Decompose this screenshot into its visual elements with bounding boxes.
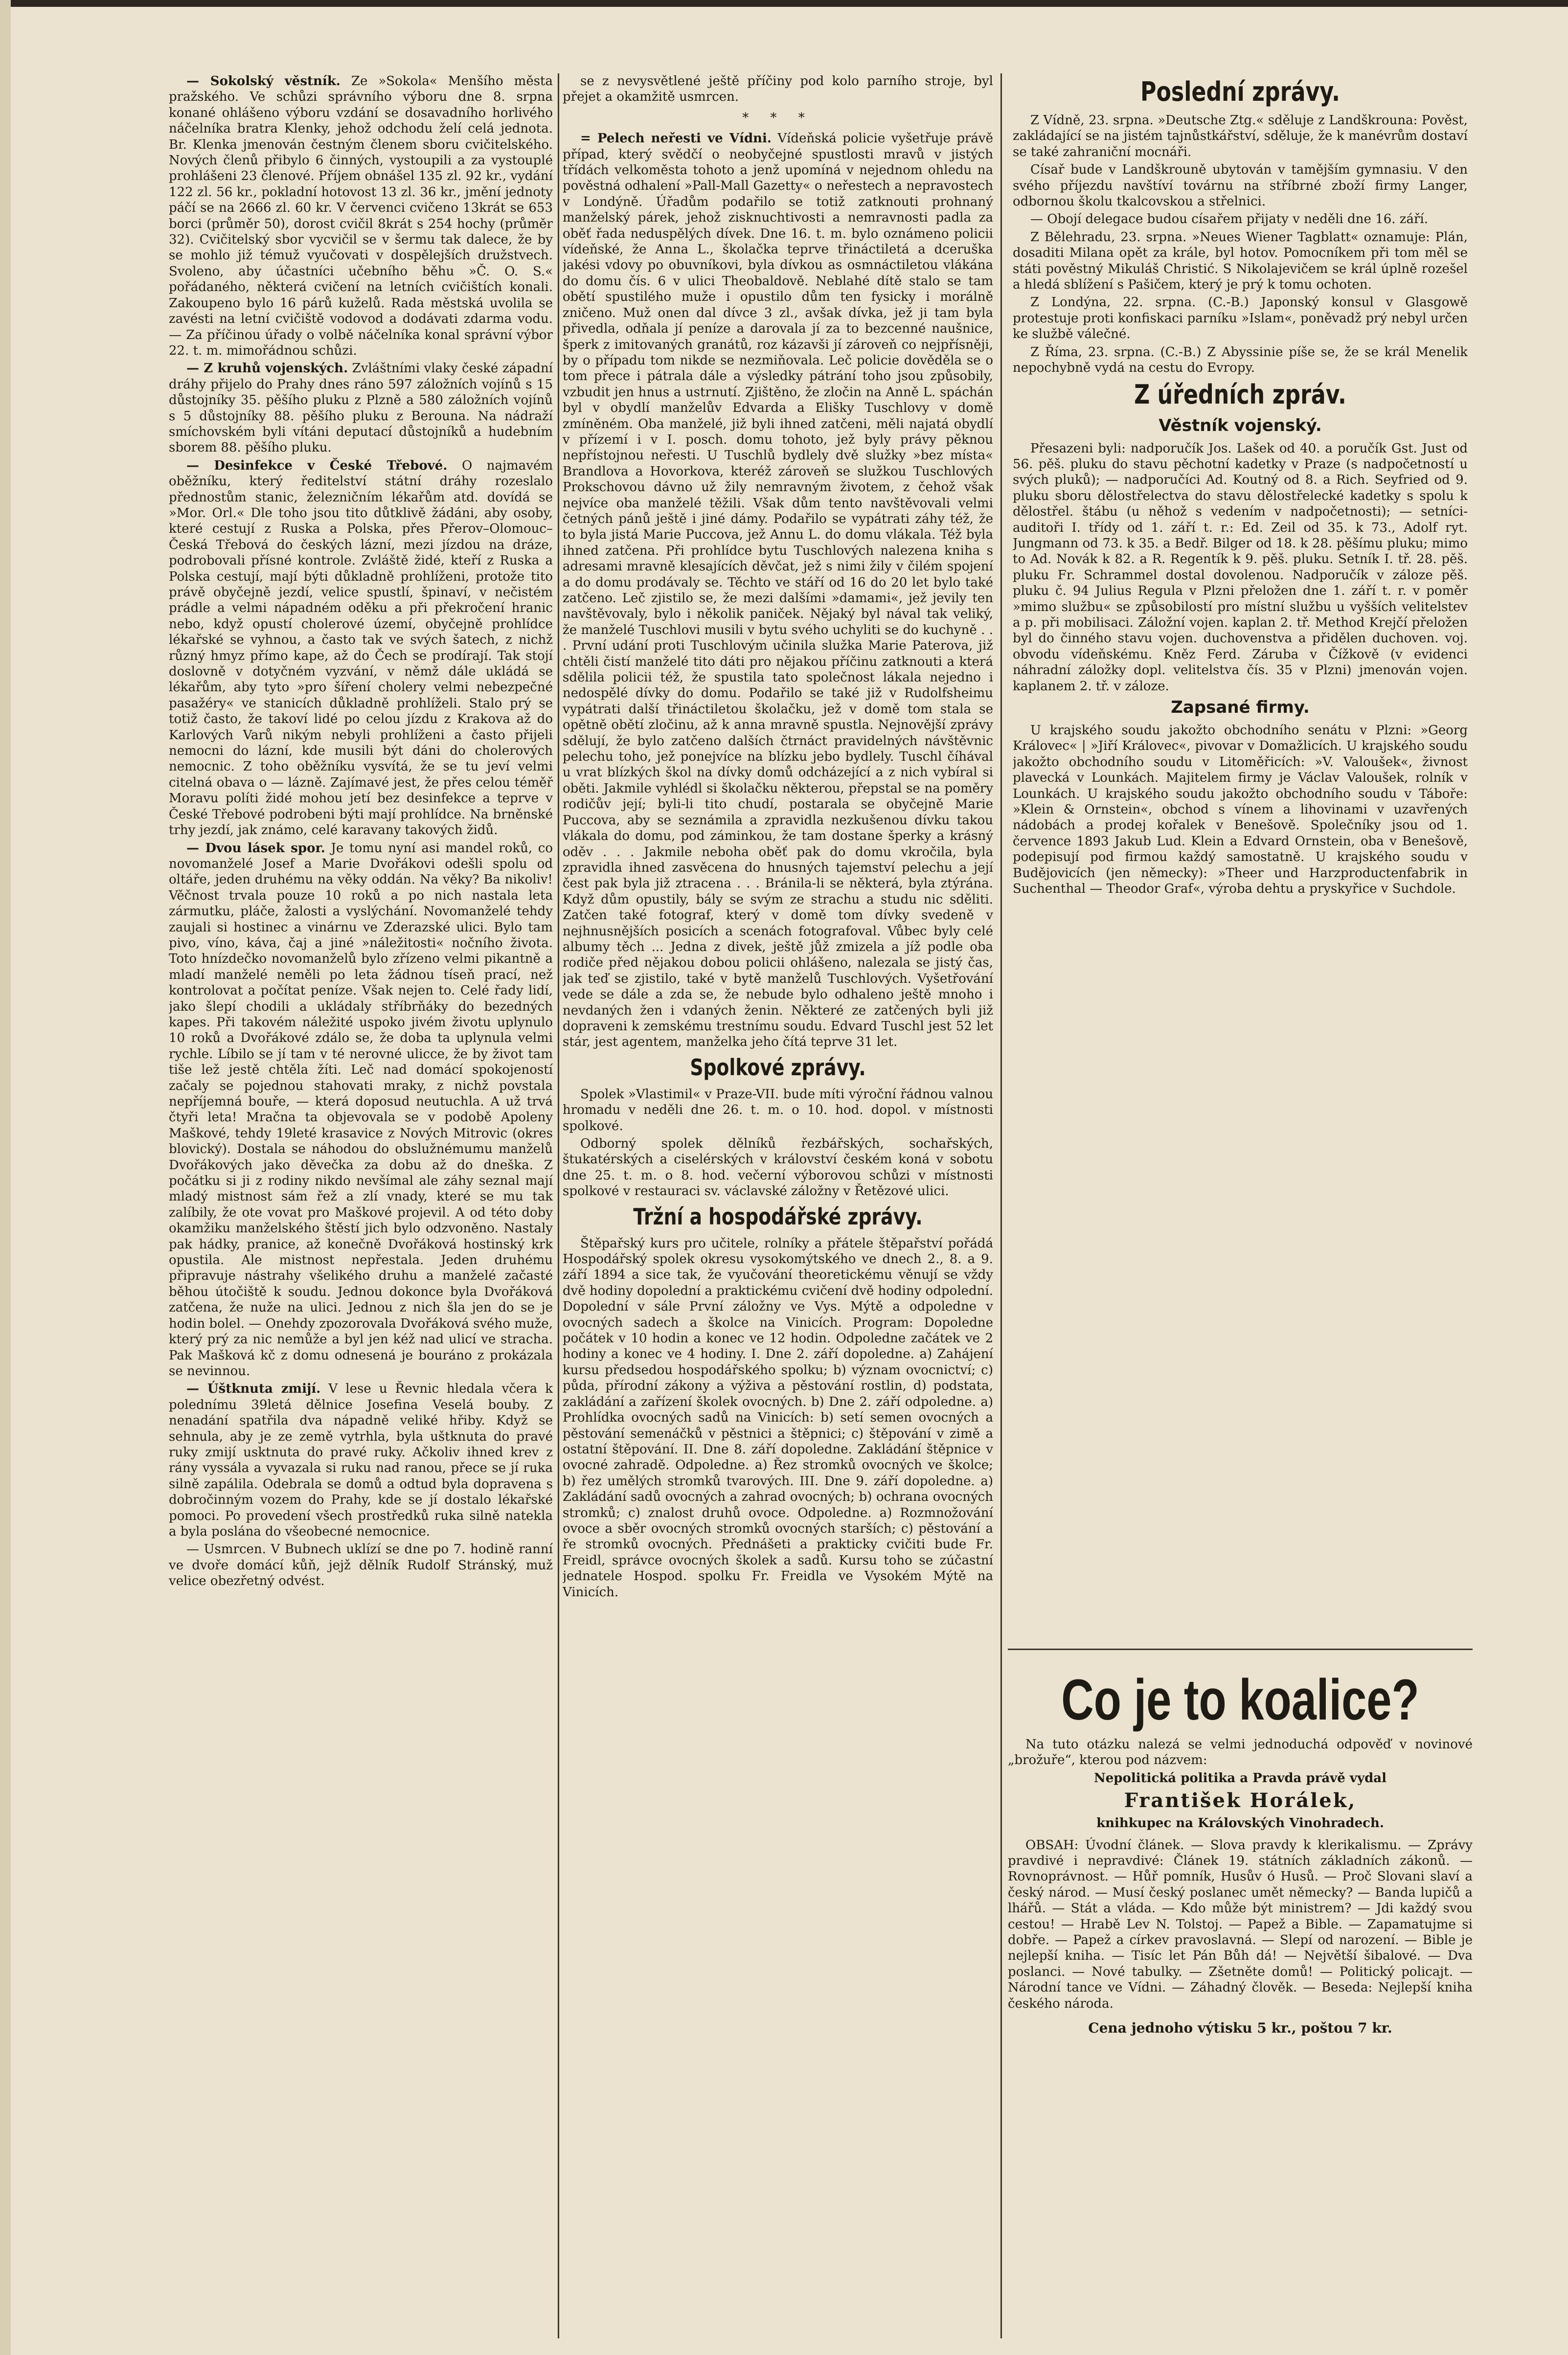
article-zmije-title: — Úštknuta zmijí. — [186, 1381, 321, 1397]
article-firmy: U krajského soudu jakožto obchodního senátu v Plzni: »Georg Královec« | »Jiří Královec«, pivovar v Domažlicích. U krajského soudu jakožto obchodního soudu v Litoměřicích: »V. Valoušek«, živnost plavecká v Lounkách. Majitelem firmy je Václav Valoušek, rolník v Lounkách. U krajského soudu jakožto obchodního soudu v Táboře: »Klein & Ornstein«, obchod s vínem a lihovinami v uzavřených nádobách a prodej kořalek v Benešově. Společníky jsou od 1. července 1893 Jakub Lud. Klein a Edvard Ornstein, oba v Benešově, podepisují pod firmou každý samostatně. U krajského soudu v Budějovicích (jen německy): »Theer und Harzproductenfabrik in Suchenthal — Theodor Graf«, výroba dehtu a pryskyřice v Suchdole. — [1013, 723, 1468, 897]
column-1 — [169, 73, 553, 2338]
article-vlastimil: Spolek »Vlastimil« v Praze-VII. bude míti výroční řádnou valnou hromadu v neděli dne 26. t. m. o 10. hod. dopol. v místnosti spolkové. — [563, 1087, 993, 1133]
news-vienna: Z Vídně, 23. srpna. »Deutsche Ztg.« sděluje z Landškrouna: Pověst, zakládající se na jistém tajnůstkářství, sděluje, že k manévrům dostaví se také zahraniční mocnáři. — [1013, 113, 1468, 159]
heading-vestnik-vojensky: Věstník vojenský. — [1159, 415, 1322, 435]
ad-publisher: František Horálek, — [1124, 1789, 1357, 1812]
column-3 — [1013, 73, 1468, 1629]
ad-publication: Nepolitická politika a Pravda právě vydal — [1093, 1770, 1386, 1786]
article-continued: se z nevysvětlené ještě příčiny pod kolo parního stroje, byl přejet a okamžitě usmrcen. — [563, 74, 993, 105]
article-vojaci-text: Zvláštními vlaky české západní dráhy přijelo do Prahy dnes ráno 597 záložních vojínů s 15 důstojníky 35. pěšího pluku z Plzně a 580 záložních vojínů s 5 důstojníky 88. pěšího pluku z Berouna. Na nádraží smíchovském byli vítáni deputací důstojníků a hudebním sborem 88. pěšího pluku. — [169, 361, 553, 455]
article-usmrcen: — Usmrcen. V Bubnech uklízí se dne po 7. hodině ranní ve dvoře domácí kůň, jejž dělník Rudolf Stránský, muž velice obezřetný odvést. — [169, 1542, 553, 1589]
ad-publisher-sub: knihkupec na Královských Vinohradech. — [1096, 1816, 1384, 1831]
news-delegations: — Obojí delegace budou císařem přijaty v neděli dne 16. září. — [1030, 212, 1428, 227]
heading-trzni-zpravy: Tržní a hospodářské zprávy. — [633, 1203, 923, 1230]
heading-posledni-zpravy: Poslední zprávy. — [1140, 76, 1340, 107]
section-stars: * * * — [742, 110, 814, 125]
article-pelech — [563, 131, 993, 1050]
article-sokol-text: Ze »Sokola« Menšího města pražského. Ve schůzi správního výboru dne 8. srpna konané ohlášeno výboru vzdání se dosavadního horlivého náčelníka bratra Klenky, jehož odchodu želí celá jednota. Br. Klenka jmenován čestným členem sboru cvičitelského. Nových členů přibylo 6 činných, vystoupili a za vystouplé prohlášeni 23 členové. Příjem obnášel 135 zl. 92 kr., vydání 122 zl. 56 kr., pokladní hotovost 13 zl. 36 kr., jmění jednoty páčí se na 2666 zl. 60 kr. V červenci cvičeno 13krát se 653 borci (průměr 50), dorost cvičil 8krát s 254 hochy (průměr 32). Cvičitelský sbor vycvičil se v šermu tak dalece, že by se mohlo již témuž vyučovati v dospělejších družstvech. Svoleno, aby účastníci učebního běhu »Č. O. S.« pořádaného, některá cvičení na letních cvičištích konali. Zakoupeno bylo 16 párů kuželů. Rada městská uvolila se zavésti na letní cvičiště vodovod a dodávati zdarma vodu. — Za příčinou úřady o volbě náčelníka konal správní výbor 22. t. m. mimořádnou schůzi. — [169, 74, 553, 358]
article-sokol-title: — Sokolský věstník. — [186, 74, 341, 89]
article-vestnik: Přesazeni byli: nadporučík Jos. Lašek od 40. a poručík Gst. Just od 56. pěš. pluku do stavu pěchotní kadetky v Praze (s nadpočetností u svých pluků); — nadporučíci Ad. Koutný od 8. a Rich. Seyfried od 9. pluku sboru dělostřelectva do stavu dělostřelecké kadetky s spolu k dělostřel. štábu (u něhož s vedením v nadpočetnosti); — setníci-auditoři I. třídy od 1. září t. r.: Ed. Zeil od 35. k 73., Adolf ryt. Jungmann od 73. k 35. a Bedř. Bilger od 18. k 28. pěšímu pluku; mimo to Ad. Novák k 82. a R. Regentík k 9. pěš. pluku. Setník I. tř. 28. pěš. pluku Fr. Schrammel dostal dovolenou. Nadporučík v záloze pěš. pluku č. 94 Julius Regula v Plzni přeložen dne 1. září t. r. v poměr »mimo službu« se způsobilostí pro místní službu u vyšších velitelstev a p. při mobilisaci. Záložní vojen. kaplan 2. tř. Method Krejčí přeložen byl do činného stavu vojen. duchovenstva a přidělen duchoven. voj. obvodu vídeňskému. Kněz Ferd. Záruba v Čížkově (v evidenci náhradní záložky dopl. velitelstva čís. 35 v Plzni) jmenován vojen. kaplanem 2. tř. v záloze. — [1013, 441, 1468, 694]
article-zmije-text: V lese u Řevnic hledala včera k polednímu 39letá dělnice Josefina Veselá bouby. Z nenadání spatřila dva nápadně veliké hřiby. Když se sehnula, aby je ze země vytrhla, byla uštknuta do pravé ruky zmijí usktnuta do pravé ruky. Ačkoliv ihned krev z rány vyssála a vyvazala si ruku nad ranou, přece se jí ruka silně zapálila. Odebrala se domů a odtud byla dopravena s dobročinným vozem do Prahy, kde se jí dostalo lékařské pomoci. Po provedení všech prostředků ruka silně natekla a byla poslána do všeobecné nemocnice. — [169, 1381, 553, 1539]
article-vojaci-title: — Z kruhů vojenských. — [186, 361, 348, 376]
column-2 — [563, 73, 993, 1996]
article-desinfekce-text: O najmavém oběžníku, který ředitelství státní dráhy rozeslalo přednostům stanic, železničním lékařům atd. dovídá se »Mor. Orl.« Dle toho jsou tito důtklivě žádáni, aby osoby, které cestují z Ruska a Polska, přes Přerov–Olomouc–Česká Třebová do českých lázní, mezi jízdou na dráze, podrobovali přísné kontrole. Zvláště židé, kteří z Ruska a Polska cestují, mají býti důkladně prohlíženi, protože tito právě obyčejně jezdí, velice spustlí, špinaví, v nečistém prádle a velmi nápadném oděku a při překročení hranic nebo, když opustí cholerové území, obyčejně prohlídce lékařské se vyhnou, a často tak ve svých šatech, z nichž různý hmyz přímo kape, až do Čech se prodírají. Tak stojí doslovně v dotyčném vyzvání, v němž dále ukládá se lékařům, aby tyto »pro šíření cholery velmi nebezpečné pasažéry« ve stanicích důkladně prohlíželi. Stalo prý se totiž často, že takoví lidé po celou jízdu z Krakova až do Karlových Varů nikým nebyli prohlíženi a často přijeli nemocni do lázní, kde musili být dáni do cholerových nemocnic. Z toho oběžníku vysvítá, že se tu jeví velmi citelná obava o — lázně. Zajímavé jest, že přes celou téměř Moravu políti židé mohou jetí bez desinfekce a teprve v České Třebové podrobeni býti mají prohlídce. Na brněnské trhy jezdí, jak známo, celé karavany takových židů. — [169, 458, 553, 838]
ad-price: Cena jednoho výtisku 5 kr., poštou 7 kr. — [1088, 2020, 1392, 2037]
ad-contents: OBSAH: Úvodní článek. — Slova pravdy k klerikalismu. — Zprávy pravdivé i nepravdivé: Článek 19. státních základních zákonů. — Rovnoprávnost. — Hůř pomník, Husův ó Husů. — Proč Slovani slaví a český národ. — Musí český poslanec umět německy? — Banda lupičů a lhářů. — Stát a vláda. — Kdo může být ministrem? — Jdi každý svou cestou! — Hrabě Lev N. Tolstoj. — Papež a Bible. — Zapamatujme si dobře. — Papež a církev pravoslavná. — Slepí od narození. — Bible je nejlepší kniha. — Tisíc let Pán Bůh dá! — Největší šibalové. — Dva poslanci. — Nové tabulky. — Zšetněte domů! — Politický policajt. — Národní tance ve Vídni. — Záhadný člověk. — Beseda: Nejlepší kniha českého národa. — [1008, 1837, 1473, 2011]
article-pelech-text: Vídeňská policie vyšetřuje právě případ, který svědčí o neobyčejné spustlosti mravů v jistých třídách velkoměsta tohoto a jenž upomíná v nejednom ohledu na pověstná odhalení »Pall-Mall Gazetty« o neřestech a nepravostech v Londýně. Úřadům podařilo se totiž zatknouti prohnaný manželský párek, jehož zisknuchtivosti a nemravnosti padla za oběť řada neduspělých dívek. Dne 16. t. m. bylo oznámeno policii vídeňské, že Anna L., školačka teprve třináctiletá a dceruška jakési vdovy po obuvníkovi, byla dívkou as osmnáctiletou vlákána do domu čís. 6 v ulici Theobaldově. Neblahé dítě stalo se tam obětí spustilého muže i opustilo dům ten fysicky i morálně zničeno. Muž onen dal dívce 3 zl., avšak dívka, jež ji tam byla přivedla, odňala jí peníze a darovala jí za to bezcenné naušnice, šperk z imitovaných granátů, roz kázavši jí zároveň co nejpřísněji, by o případu tom nikde se nezmiňovala. Leč policie dověděla se o tom přece i pátrala dále a výsledky pátrání toho jsou způsobily, vzbudit jen hnus a ustrnutí. Zjištěno, že zločin na Anně L. spáchán byl v obydlí manželův Edvarda a Elišky Tuschlovy v domě zmíněném. Oba manželé, již byli ihned zatčeni, měli najatá obydlí v přízemí i v I. posch. domu tohoto, jež byly právy pěknou nepřístojnou neřesti. U Tuschlů bydlely dvě služky »bez místa« Brandlova a Hovorkova, kteréž zároveň se služkou Tuschlových Prokschovou dávno už žily nemravným životem, z čehož však nejvíce oba manželé těžili. Však dům tento navštěvovali velmi četných pánů ještě i jiné dámy. Podařilo se vypátrati záhy též, že to byla jistá Marie Puccova, jež Annu L. do domu vlákala. Též byla ihned zatčena. Při prohlídce bytu Tuschlových nalezena kniha s adresami mravně klesajících děvčat, jež s nimi žily v čilém spojení a do domu prodávaly se. Těchto ve stáří od 16 do 20 let bylo také zatčeno. Leč zjistilo se, že mezi dalšími »damami«, jež jevily ten navštěvovaly, bylo i několik paniček. Nějaký byl nával tak veliký, že manželé Tuschlovi musili v bytu svého uchyliti se do kuchyně . . . První udání proti Tuschlovým učinila služka Marie Paterova, již chtěli čistí manželé tito dáti pro nějakou příčinu zatknouti a která sdělila policii též, že spustila tato společnost lákala nejedno i nedospělé dívky do domu. Podařilo se také již v Rudolfsheimu vypátrati další třináctiletou školačku, jež v domě tom stala se opětně obětí zločinu, až k anna mravně spustla. Nejnovější zprávy sdělují, že bylo zatčeno dalších čtrnáct pravidelných návštěvnic pelechu toho, jež ponejvíce na blízku jebo bydlely. Tuschl číhával u vrat blízkých škol na dívky domů odcházející a z nich vybíral si oběti. Jakmile vyhlédl si školačku některou, přepstal se na poměry rodičův její; byli-li tito chudí, postarala se obyčejně Marie Puccova, aby se seznámila a zpravidla nezkušenou dívku takou vlákala do domu, pod záminkou, že tam dostane šperky a krásný oděv . . . Jakmile neboha oběť pak do domu vkročila, byla zpravidla ihned zasvěcena do hnusných tajemství pelechu a její čest pak byla již ztracena . . . Bránila-li se některá, byla ztýrána. Když dům opustily, bály se svým ze strachu a studu nic sděliti. Zatčen také fotograf, který v domě tom dívky svedeně v nejhnusnějších posicích a scenách fotografoval. Vůbec byly celé albumy těch ... Jedna z divek, ještě jůž zmizela a jíž podle oba rodiče před nějakou dobou policii ohlášeno, nalezala se jistý čas, jak teď se zjistilo, také v bytě manželů Tuschlových. Vyšetřování vede se dále a zda se, že nebude bylo odhaleno ještě mnoho i nevdaných žen i vdaných ženin. Některé ze zatčených byli již dopraveni k zemskému trestnímu soudu. Edvard Tuschl jest 52 let stár, jest agentem, manželka jeho čítá teprve 31 let. — [563, 131, 993, 1050]
article-laska — [169, 840, 553, 1380]
ad-title: Co je to koalice? — [1061, 1668, 1419, 1732]
article-pelech-title: = Pelech neřesti ve Vídni. — [580, 131, 772, 146]
top-edge — [0, 0, 1568, 7]
news-emperor: Císař bude v Landškrouně ubytován v tamějším gymnasiu. V den svého příjezdu navštíví továrnu na stříbrné zboží firmy Langer, odbornou školu tkalcovskou a střelnici. — [1013, 162, 1468, 209]
page-binding — [0, 0, 11, 2355]
article-odborny-spolek: Odborný spolek dělníků řezbářských, sochařských, štukatérských a ciselérských v království českém koná v sobotu dne 25. t. m. o 8. hod. večerní výborovou schůzi v místnosti spolkové v restauraci sv. václavské záložny v Řetězové ulici. — [563, 1136, 993, 1199]
article-zmije — [169, 1381, 553, 1540]
news-london: Z Londýna, 22. srpna. (C.-B.) Japonský konsul v Glasgowě protestuje proti konfiskaci parníku »Islam«, poněvadž prý nebyl určen ke službě válečné. — [1013, 295, 1468, 342]
news-belgrade: Z Bělehradu, 23. srpna. »Neues Wiener Tagblatt« oznamuje: Plán, dosaditi Milana opět za krále, byl hotov. Pomocníkem při tom měl se státi pověstný Mikuláš Christić. S Nikolajevičem se král úplně rozešel a hledá sblížení s Pašičem, který je prý k tomu ochoten. — [1013, 229, 1468, 293]
column-rule-2 — [1000, 73, 1002, 2338]
advertisement — [1008, 1663, 1473, 2236]
article-desinfekce-title: — Desinfekce v České Třebové. — [186, 458, 448, 473]
ad-intro: Na tuto otázku nalezá se velmi jednoduchá odpověď v novinové „brožuře“, kterou pod názvem: — [1008, 1737, 1473, 1768]
article-sokol — [169, 73, 553, 359]
heading-spolkove-zpravy: Spolkové zprávy. — [690, 1054, 866, 1081]
heading-uradni-zpravy: Z úředních zpráv. — [1134, 379, 1346, 410]
heading-zapsane-firmy: Zapsané firmy. — [1171, 698, 1310, 717]
article-desinfekce — [169, 458, 553, 838]
news-rome: Z Říma, 23. srpna. (C.-B.) Z Abyssinie píše se, že se král Menelik nepochybně vydá na cestu do Evropy. — [1013, 344, 1468, 376]
article-vojaci — [169, 361, 553, 455]
article-stepar-kurs: Štěpařský kurs pro učitele, rolníky a přátele štěpařství pořádá Hospodářský spolek okresu vysokomýtského ve dnech 2., 8. a 9. září 1894 a sice tak, že vyučování theoretickému věnují se vždy dvě hodiny dopolední a praktickému cvičení dvě hodiny odpolední. Dopolední v sále První záložny ve Vys. Mýtě a odpoledne v ovocných sadech a školce na Vinicích. Program: Dopoledne počátek v 10 hodin a konec ve 12 hodin. Odpoledne začátek ve 2 hodiny a konec ve 4 hodiny. I. Dne 2. září dopoledne. a) Zahájení kursu předsedou hospodářského spolku; b) význam ovocnictví; c) půda, přírodní zákony a výživa a pěstování rostlin, d) podstata, zakládání a zařízení školek ovocných. b) Dne 2. září odpoledne. a) Prohlídka ovocných sadů na Vinicích: b) setí semen ovocných a pěstování semenáčků v pěstnici a štěpnici; c) štěpování v zimě a ostatní štěpování. II. Dne 8. září dopoledne. Zakládání štěpnice v ovocné zahradě. Odpoledne. a) Řez stromků ovocných ve školce; b) řez umělých stromků tvarových. III. Dne 9. září dopoledne. a) Zakládání sadů ovocných a zahrad ovocných; b) ochrana ovocných stromků; c) znalost druhů ovoce. Odpoledne. a) Rozmnožování ovoce a sběr ovocných stromků ovocných starších; c) pěstování a ře stromků ovocných. Přednášeti a prakticky cvičiti bude Fr. Freidl, správce ovocných školek a sadů. Kursu toho se zúčastní jednatele Hospod. spolku Fr. Freidla ve Vysokém Mýtě na Vinicích. — [563, 1236, 993, 1600]
ad-top-rule — [1008, 1649, 1473, 1650]
ad-text — [1008, 1737, 1473, 2037]
column-rule-1 — [558, 73, 559, 2338]
article-laska-title: — Dvou lásek spor. — [186, 840, 325, 856]
article-laska-text: Je tomu nyní asi mandel roků, co novomanželé Josef a Marie Dvořákovi odešli spolu od oltáře, jeden druhému na věky oddán. Na věky? Ba nikoliv! Věčnost trvala pouze 10 roků a po nich nastala leta zármutku, pláče, žalosti a vyslýchání. Novomanželé tehdy zaujali si hostinec a vinárnu ve Zderazské ulici. Bylo tam pivo, víno, káva, čaj a jiné »náležitosti« nočního života. Toto hnízdečko novomanželů bylo zřízeno velmi pikantně a mladí manželé neměli po leta žádnou tíseň prací, než kontrolovat a počítat peníze. Však nejen to. Celé řady lidí, jako šlepí chodili a ukládaly stříbrňáky do bezedných kapes. Při takovém náležité uspoko jivém životu uplynulo 10 roků a Dvořákové zdálo se, že doba ta uplynula velmi rychle. Líbilo se jí tam v té nerovné ulicce, že by život tam tiše lež jestě chtěla žíti. Leč nad domácí spokojeností začaly se pojednou stahovati mraky, z nichž povstala nepříjemná bouře, — která doposud neutuchla. A už trvá čtyři leta! Mračna ta objevovala se v podobě Apoleny Maškové, tehdy 19leté krasavice z Nových Mitrovic (okres blovický). Dostala se náhodou do obslužnémumu manželů Dvořákových jako děvečka za dobu až do dneška. Z počátku si ji z rodiny nikdo nevšímal ale záhy seznal mají mladý mistnost sám řež a zlí vnady, které se mu tak zalíbily, že ote vovat pro Maškové projevil. A od této doby okamžiku manželského štěstí jich bylo odzvoněno. Nastaly pak hádky, pranice, až konečně Dvořáková hostinský krk opustila. Ale mistnost nepřestala. Jeden druhému připravuje nástrahy všelikého druhu a manželé začasté běhou útočiště k soudu. Jednou dokonce byla Dvořáková zatčena, že nuže na ulici. Jednou z nich šla jen do se je hodin bolel. — Onehdy zpozorovala Dvořáková svého muže, který prý za nic nemůže a byl jen kéž nad ulicí ve stracha. Pak Mašková kč z domu odnesená je bouráno z prokázala se nevinnou. — [169, 840, 553, 1379]
